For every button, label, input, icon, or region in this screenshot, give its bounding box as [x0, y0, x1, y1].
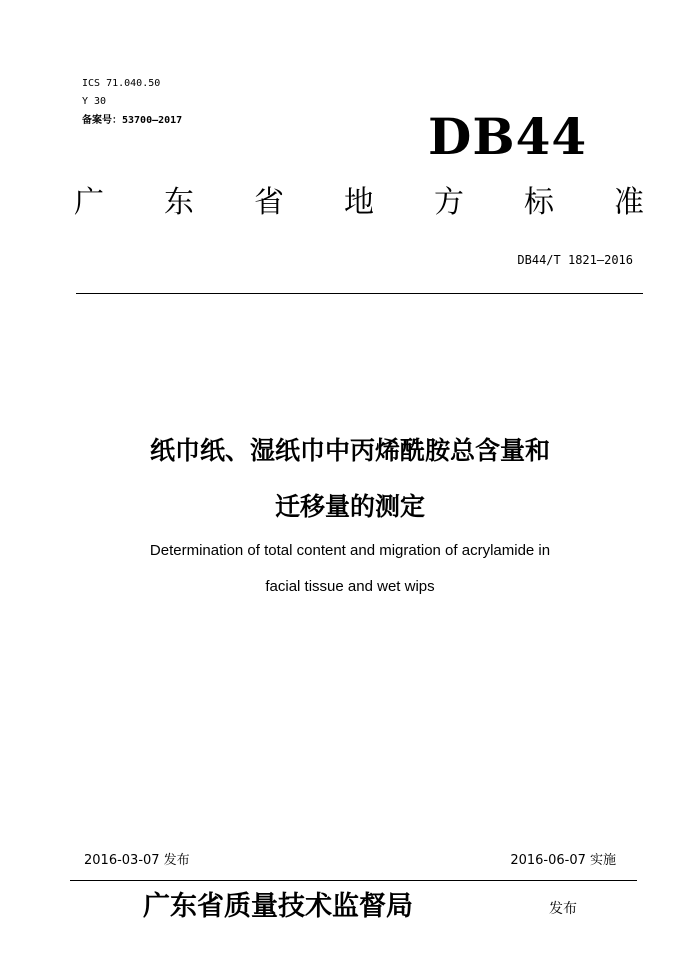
standard-type-char: 省: [254, 185, 284, 220]
standard-type-char: 方: [434, 185, 464, 220]
standard-type-char: 准: [614, 185, 644, 220]
footer-divider: [70, 880, 637, 881]
standard-type-heading: [74, 183, 644, 223]
chinese-title-line-2: 迁移量的测定: [274, 492, 425, 521]
classification-code: Y 30: [82, 96, 107, 107]
issued-label: 发布: [549, 901, 577, 917]
standard-type-char: 地: [344, 185, 374, 220]
standard-type-char: 标: [524, 185, 554, 220]
implementation-date: 2016-06-07 实施: [510, 853, 616, 868]
ics-code: ICS 71.040.50: [82, 78, 161, 89]
db44-logo: DB44: [428, 107, 588, 166]
standard-type-char: 东: [164, 185, 194, 220]
english-title-line-2: facial tissue and wet wips: [265, 578, 435, 595]
chinese-title-line-1: 纸巾纸、湿纸巾中丙烯酰胺总含量和: [149, 436, 550, 465]
filing-number: 备案号：53700—2017: [82, 115, 183, 126]
standard-number: DB44/T 1821—2016: [517, 253, 633, 267]
english-title-line-1: Determination of total content and migration of acrylamide in: [149, 542, 551, 559]
issuing-authority: 广东省质量技术监督局: [143, 891, 413, 922]
issue-date: 2016-03-07 发布: [84, 853, 190, 868]
standard-type-char: 广: [74, 185, 104, 220]
header-divider: [76, 293, 643, 294]
